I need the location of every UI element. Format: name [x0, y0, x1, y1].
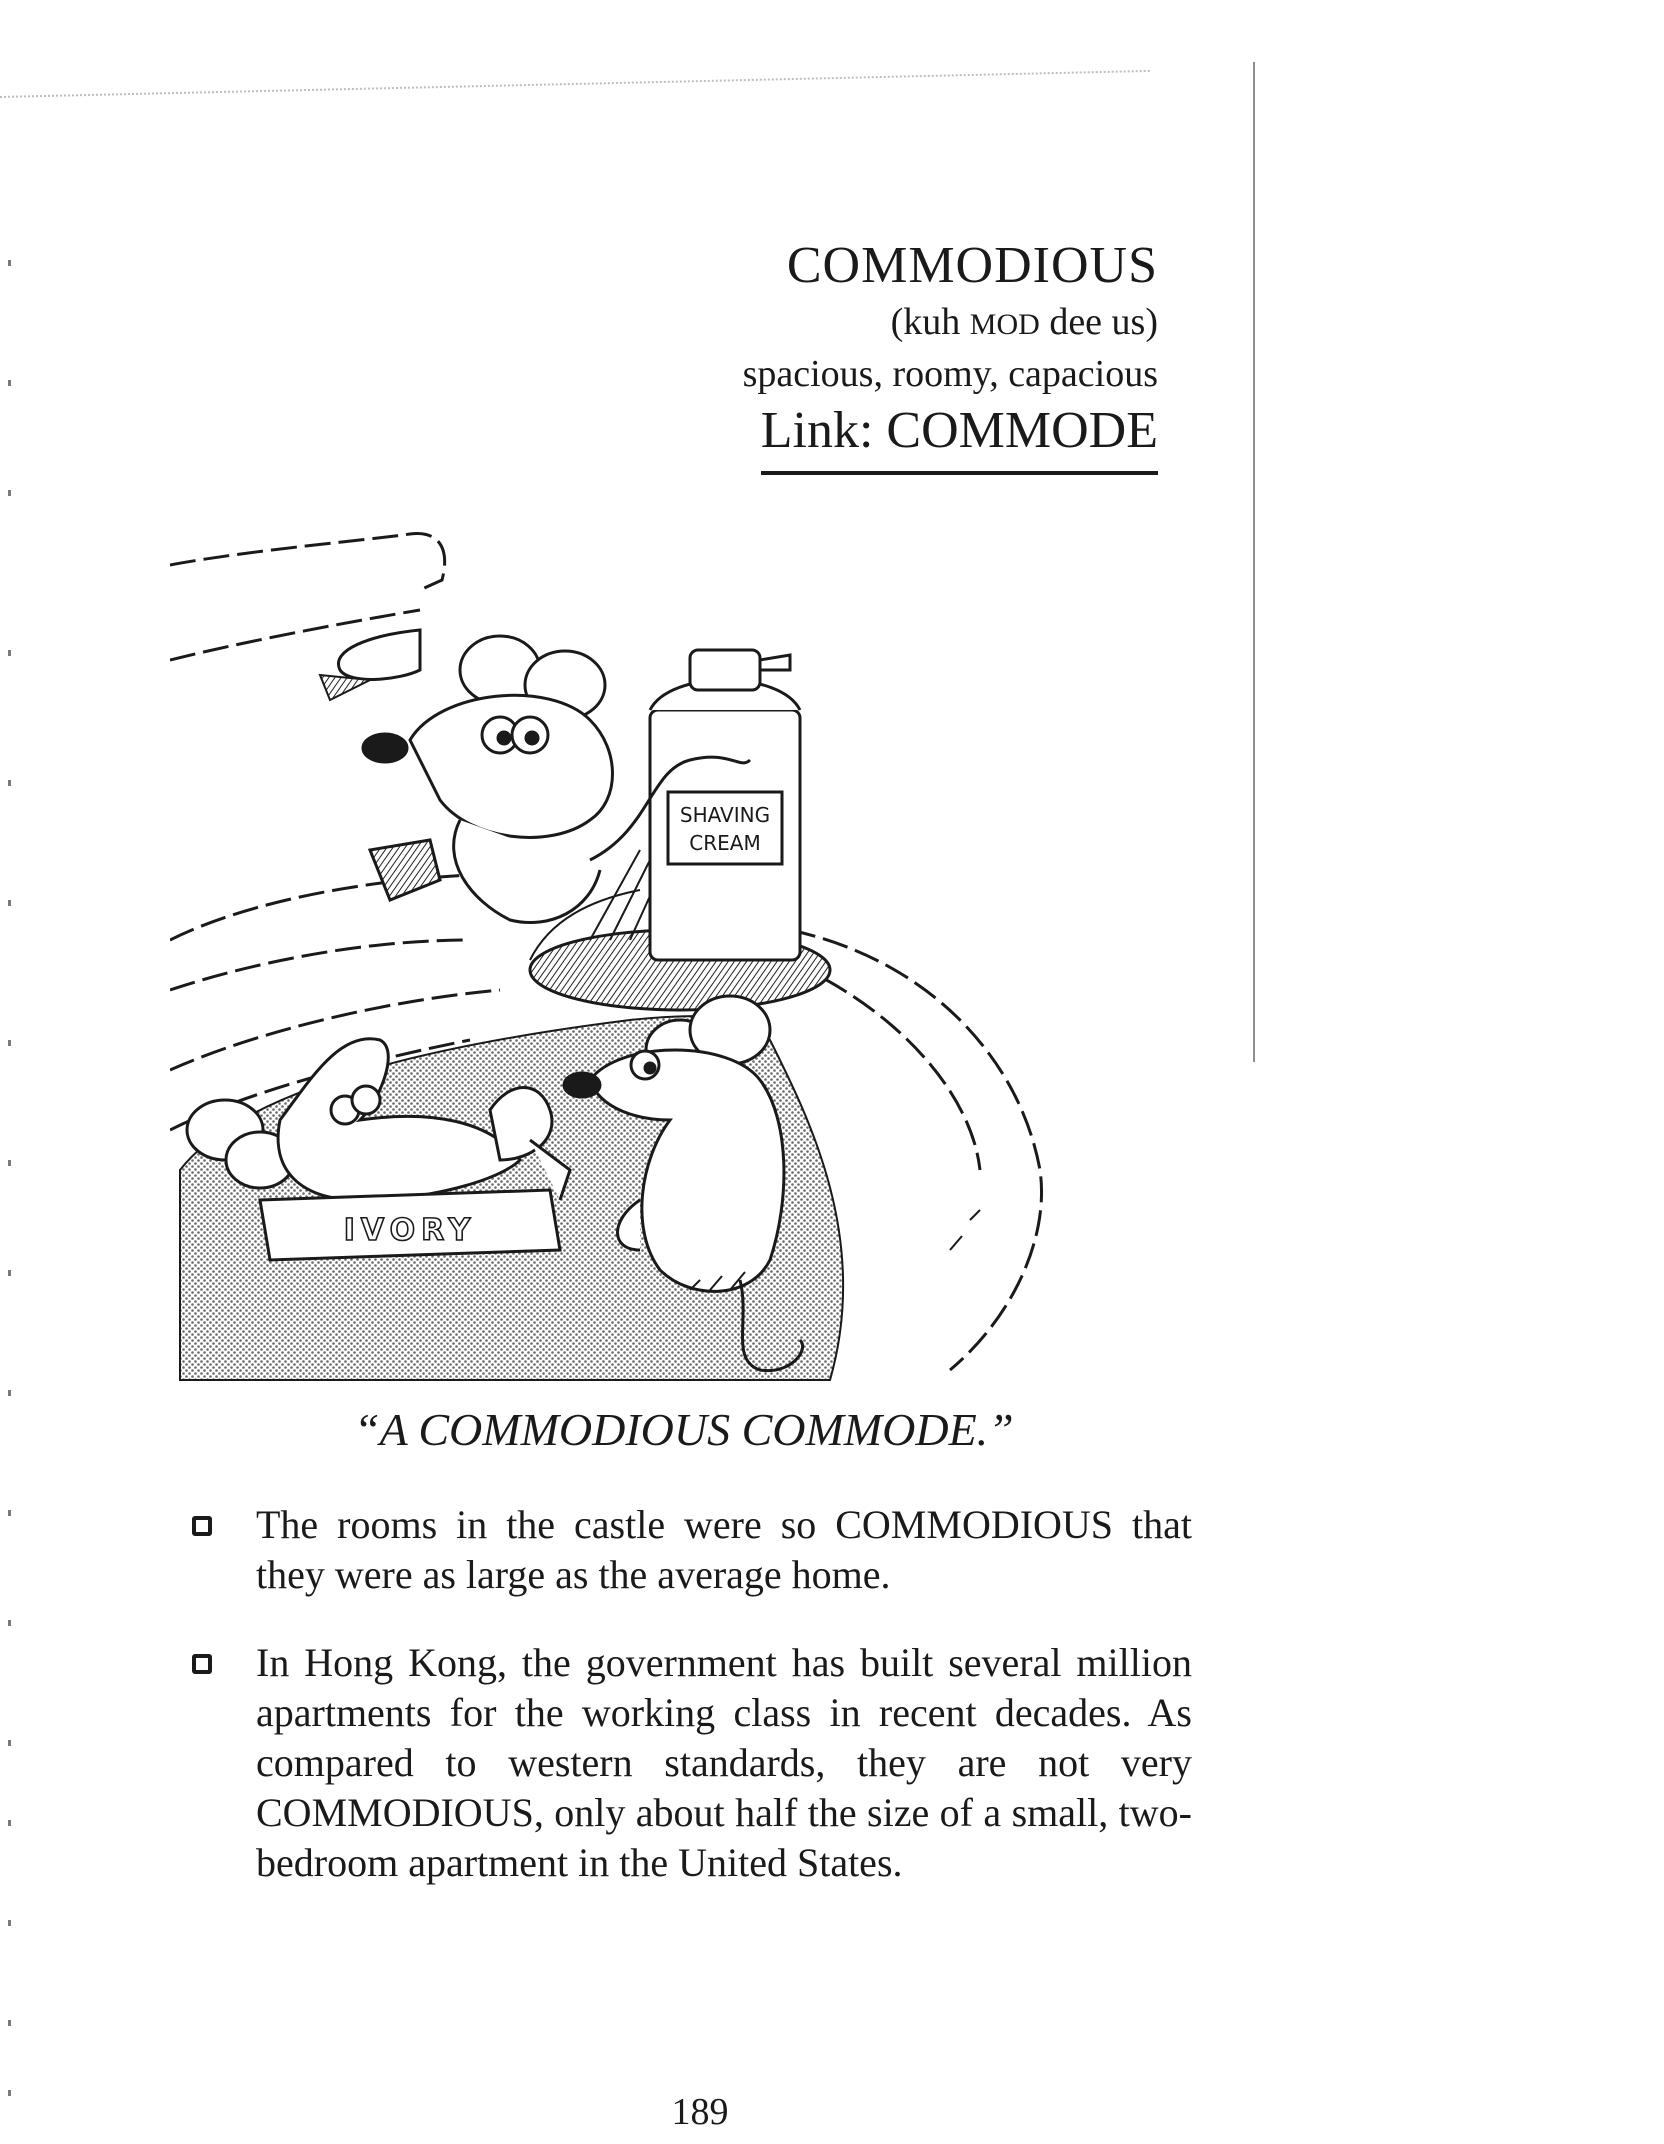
pronunciation [458, 298, 1158, 349]
checkbox-icon [192, 1516, 212, 1536]
pronunciation-open: (kuh [890, 301, 970, 343]
cartoon-illustration [170, 520, 1170, 1390]
flush-handle [338, 630, 420, 679]
scan-edge-right [1253, 62, 1255, 1062]
soap-label: IVORY [343, 1213, 477, 1248]
example-sentence [192, 1638, 1192, 1888]
pronunciation-close: dee us) [1039, 301, 1158, 343]
illustration-caption: “A COMMODIOUS COMMODE.” [354, 1404, 1014, 1455]
scan-edge-left-marks [8, 260, 14, 2120]
synonyms: spacious, roomy, capacious [742, 353, 1158, 395]
shaving-label-line1: SHAVING [679, 803, 771, 827]
checkbox-icon [192, 1654, 212, 1674]
example-list [192, 1500, 1192, 1926]
headword: COMMODIOUS [786, 237, 1158, 294]
pronunciation-stress: MOD [969, 308, 1040, 341]
shaving-cream-can [650, 650, 800, 960]
example-text: The rooms in the castle were so COMMODIOUS that they were as large as the average home. [256, 1502, 1192, 1597]
example-text: In Hong Kong, the government has built several million apartments for the working class in recent decades. As compared to western standards, they are not very COMMODIOUS, only about half the size of a small, two-bedroom apartment in the United States. [256, 1640, 1192, 1885]
shaving-label-line2: CREAM [689, 831, 761, 855]
page-number: 189 [671, 2091, 729, 2133]
scan-edge-top [0, 70, 1150, 98]
entry-header [458, 236, 1158, 475]
example-sentence [192, 1500, 1192, 1600]
ivory-soap-bar [260, 1190, 560, 1260]
link-word: Link: COMMODE [761, 401, 1158, 475]
